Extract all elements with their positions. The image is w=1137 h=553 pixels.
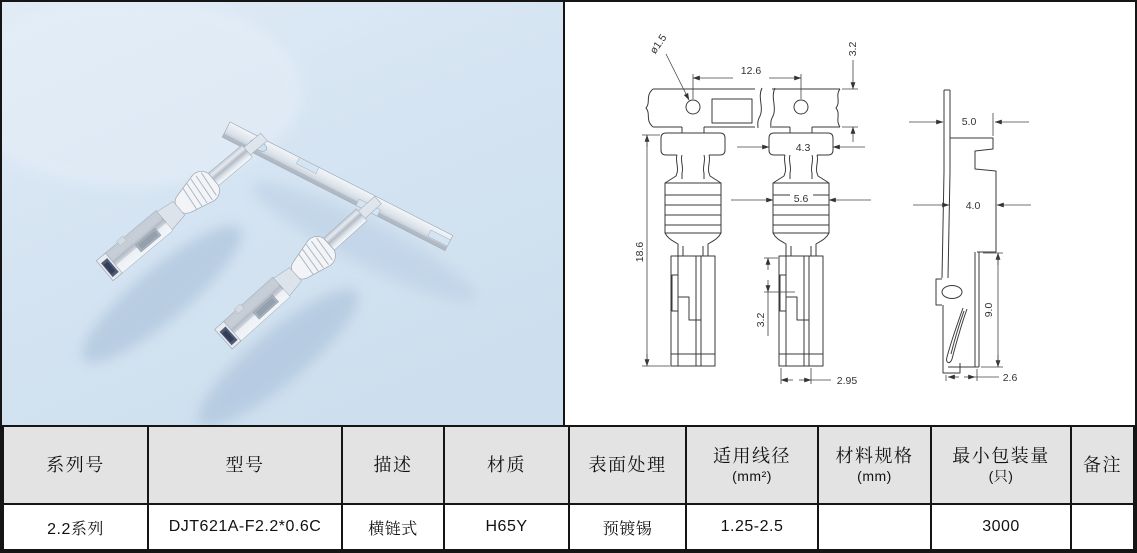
header-wire-range: 适用线径 (mm²) <box>686 426 818 504</box>
dim-side-top-width: 5.0 <box>961 116 977 128</box>
spec-table <box>2 425 1135 551</box>
strip-left-break <box>646 89 653 127</box>
side-view <box>936 90 996 373</box>
technical-drawing <box>565 2 1135 425</box>
dim-overall-length: 18.6 <box>634 241 646 263</box>
pilot-hole <box>794 100 808 114</box>
cell-min-package: 3000 <box>931 504 1071 550</box>
dim-pitch: 12.6 <box>740 65 762 77</box>
cell-series: 2.2系列 <box>3 504 148 550</box>
spec-table-header-row <box>3 426 1134 504</box>
cell-remarks <box>1071 504 1134 550</box>
dim-side-box-height: 9.0 <box>983 302 995 318</box>
cell-surface-finish: 预镀锡 <box>569 504 686 550</box>
dim-box-offset: 3.2 <box>755 312 767 328</box>
dim-side-mid-width: 4.0 <box>965 200 981 212</box>
cell-material-spec <box>818 504 931 550</box>
latch-hole <box>942 286 962 299</box>
latch-block <box>936 279 942 305</box>
dim-box-width: 2.95 <box>836 375 858 387</box>
strip-mid-break <box>758 88 762 128</box>
blade <box>942 90 950 278</box>
cell-description: 横链式 <box>342 504 444 550</box>
front-view <box>646 88 840 366</box>
strip-right-break <box>836 89 840 127</box>
spec-table-data-row <box>3 504 1134 550</box>
dimension-lines <box>642 54 1031 384</box>
strip-slot <box>712 99 752 123</box>
body-profile <box>950 138 996 252</box>
dimension-labels <box>634 32 1017 387</box>
cell-material: H65Y <box>444 504 569 550</box>
cell-wire-range: 1.25-2.5 <box>686 504 818 550</box>
strip-mid-break <box>771 88 775 128</box>
dim-barrel-width: 5.6 <box>793 193 809 205</box>
header-min-package: 最小包装量 (只) <box>931 426 1071 504</box>
dim-hole-diameter: ø1.5 <box>647 32 670 57</box>
dim-strip-height: 3.2 <box>847 41 859 57</box>
pilot-hole <box>686 100 700 114</box>
foot <box>943 363 960 373</box>
dim-head-width: 4.3 <box>795 142 811 154</box>
header-model: 型号 <box>148 426 342 504</box>
header-material-spec: 材料规格 (mm) <box>818 426 931 504</box>
technical-drawing-panel <box>565 2 1135 425</box>
cell-model: DJT621A-F2.2*0.6C <box>148 504 342 550</box>
header-material: 材质 <box>444 426 569 504</box>
header-description: 描述 <box>342 426 444 504</box>
product-photo <box>2 2 563 425</box>
header-surface-finish: 表面处理 <box>569 426 686 504</box>
dim-side-bottom-width: 2.6 <box>1002 372 1018 384</box>
header-remarks: 备注 <box>1071 426 1134 504</box>
spring-lance <box>947 308 967 363</box>
product-photo-panel <box>2 2 565 425</box>
header-series: 系列号 <box>3 426 148 504</box>
